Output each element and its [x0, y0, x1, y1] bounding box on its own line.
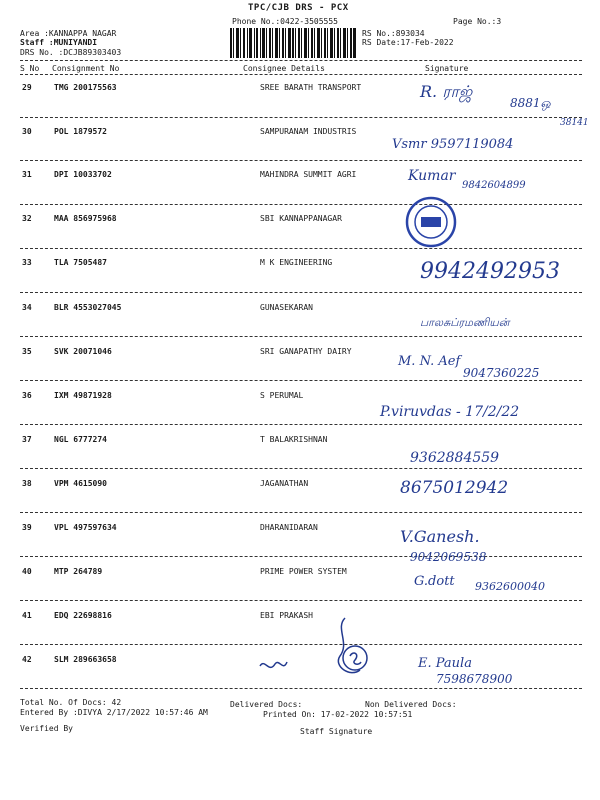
- row-sno: 32: [22, 214, 32, 223]
- signature-29-b: 8881ஒ: [510, 96, 551, 110]
- rs-date: RS Date:17-Feb-2022: [362, 38, 454, 47]
- signature-37: 9362884559: [410, 450, 500, 466]
- row-consignee: M K ENGINEERING: [260, 258, 333, 267]
- total-docs: Total No. Of Docs: 42: [20, 698, 122, 707]
- row-consignment: BLR 4553027045: [54, 303, 122, 312]
- column-header-consignee: Consignee Details: [243, 64, 325, 73]
- column-header-signature: Signature: [425, 64, 469, 73]
- signature-31-phone: 9842604899: [462, 180, 526, 191]
- signature-35: M. N. Aef: [398, 354, 461, 369]
- phone-number: Phone No.:0422-3505555: [232, 17, 338, 26]
- staff: Staff :MUNIYANDI: [20, 38, 98, 47]
- signature-41-42-scribble: [255, 608, 415, 683]
- divider: [20, 292, 582, 293]
- row-sno: 39: [22, 523, 32, 532]
- table-row: [0, 214, 600, 258]
- row-consignee: GUNASEKARAN: [260, 303, 313, 312]
- row-consignee: MAHINDRA SUMMIT AGRI: [260, 170, 357, 179]
- row-consignment: MAA 856975968: [54, 214, 117, 223]
- row-sno: 29: [22, 83, 32, 92]
- printed-on: Printed On: 17-02-2022 10:57:51: [263, 710, 413, 719]
- column-header-consignment: Consignment No: [52, 64, 120, 73]
- row-consignee: SBI KANNAPPANAGAR: [260, 214, 342, 223]
- row-consignment: TMG 200175563: [54, 83, 117, 92]
- signature-39-phone: 9042069538: [410, 550, 487, 564]
- divider: [20, 117, 582, 118]
- signature-33: 9942492953: [420, 259, 560, 284]
- row-consignment: VPM 4615090: [54, 479, 107, 488]
- drs-number: DRS No. :DCJB89303403: [20, 48, 122, 57]
- signature-40-phone: 9362600040: [475, 580, 545, 593]
- row-consignment: TLA 7505487: [54, 258, 107, 267]
- table-row: [0, 170, 600, 214]
- divider: [20, 160, 582, 161]
- non-delivered-docs: Non Delivered Docs:: [365, 700, 457, 709]
- row-sno: 35: [22, 347, 32, 356]
- staff-signature-label: Staff Signature: [300, 727, 373, 736]
- divider: [20, 248, 582, 249]
- row-sno: 31: [22, 170, 32, 179]
- row-sno: 37: [22, 435, 32, 444]
- row-sno: 41: [22, 611, 32, 620]
- divider: [20, 424, 582, 425]
- rs-number: RS No.:893034: [362, 29, 425, 38]
- divider: [20, 74, 582, 75]
- row-consignment: EDQ 22698816: [54, 611, 112, 620]
- signature-42: E. Paula: [418, 656, 472, 671]
- signature-42-phone: 7598678900: [436, 672, 513, 686]
- row-consignee: PRIME POWER SYSTEM: [260, 567, 347, 576]
- row-consignment: SVK 20071046: [54, 347, 112, 356]
- signature-40: G.dott: [414, 574, 455, 589]
- signature-34: பாலசுப்ரமணியன்: [420, 316, 510, 329]
- divider: [20, 468, 582, 469]
- row-consignee: DHARANIDARAN: [260, 523, 318, 532]
- signature-39: V.Ganesh.: [400, 527, 480, 546]
- table-row: [0, 435, 600, 479]
- divider: [20, 512, 582, 513]
- row-consignment: VPL 497597634: [54, 523, 117, 532]
- table-row: [0, 523, 600, 567]
- table-row: [0, 479, 600, 523]
- row-sno: 34: [22, 303, 32, 312]
- divider: [20, 556, 582, 557]
- divider: [20, 204, 582, 205]
- signature-29-c: 38141: [560, 118, 589, 128]
- signature-31: Kumar: [408, 168, 456, 184]
- row-sno: 40: [22, 567, 32, 576]
- row-consignee: EBI PRAKASH: [260, 611, 313, 620]
- divider: [20, 336, 582, 337]
- document-title: TPC/CJB DRS - PCX: [248, 3, 349, 13]
- signature-29: R. ராஜ்: [420, 82, 473, 101]
- row-consignment: IXM 49871928: [54, 391, 112, 400]
- row-sno: 33: [22, 258, 32, 267]
- office-stamp: [405, 196, 457, 248]
- row-consignment: NGL 6777274: [54, 435, 107, 444]
- delivered-docs: Delivered Docs:: [230, 700, 303, 709]
- row-consignment: MTP 264789: [54, 567, 103, 576]
- row-sno: 38: [22, 479, 32, 488]
- signature-30: Vsmr 9597119084: [392, 137, 514, 152]
- divider: [20, 688, 582, 689]
- row-consignee: T BALAKRISHNAN: [260, 435, 328, 444]
- signature-36: P.viruvdas - 17/2/22: [380, 404, 520, 420]
- divider: [20, 380, 582, 381]
- page-number: Page No.:3: [453, 17, 502, 26]
- barcode: [230, 28, 356, 58]
- signature-35-phone: 9047360225: [463, 366, 540, 380]
- row-consignee: JAGANATHAN: [260, 479, 309, 488]
- row-sno: 36: [22, 391, 32, 400]
- entered-by: Entered By :DIVYA 2/17/2022 10:57:46 AM: [20, 708, 208, 717]
- row-consignment: SLM 289663658: [54, 655, 117, 664]
- row-consignee: SRI GANAPATHY DAIRY: [260, 347, 352, 356]
- row-consignment: DPI 10033702: [54, 170, 112, 179]
- divider: [20, 60, 582, 61]
- area: Area :KANNAPPA NAGAR: [20, 29, 117, 38]
- table-row: [0, 303, 600, 347]
- column-header-sno: S No: [20, 64, 40, 73]
- verified-by: Verified By: [20, 724, 73, 733]
- row-sno: 42: [22, 655, 32, 664]
- row-consignee: SAMPURANAM INDUSTRIS: [260, 127, 357, 136]
- row-consignment: POL 1879572: [54, 127, 107, 136]
- divider: [20, 600, 582, 601]
- row-sno: 30: [22, 127, 32, 136]
- signature-38: 8675012942: [400, 478, 509, 498]
- row-consignee: S PERUMAL: [260, 391, 304, 400]
- row-consignee: SREE BARATH TRANSPORT: [260, 83, 362, 92]
